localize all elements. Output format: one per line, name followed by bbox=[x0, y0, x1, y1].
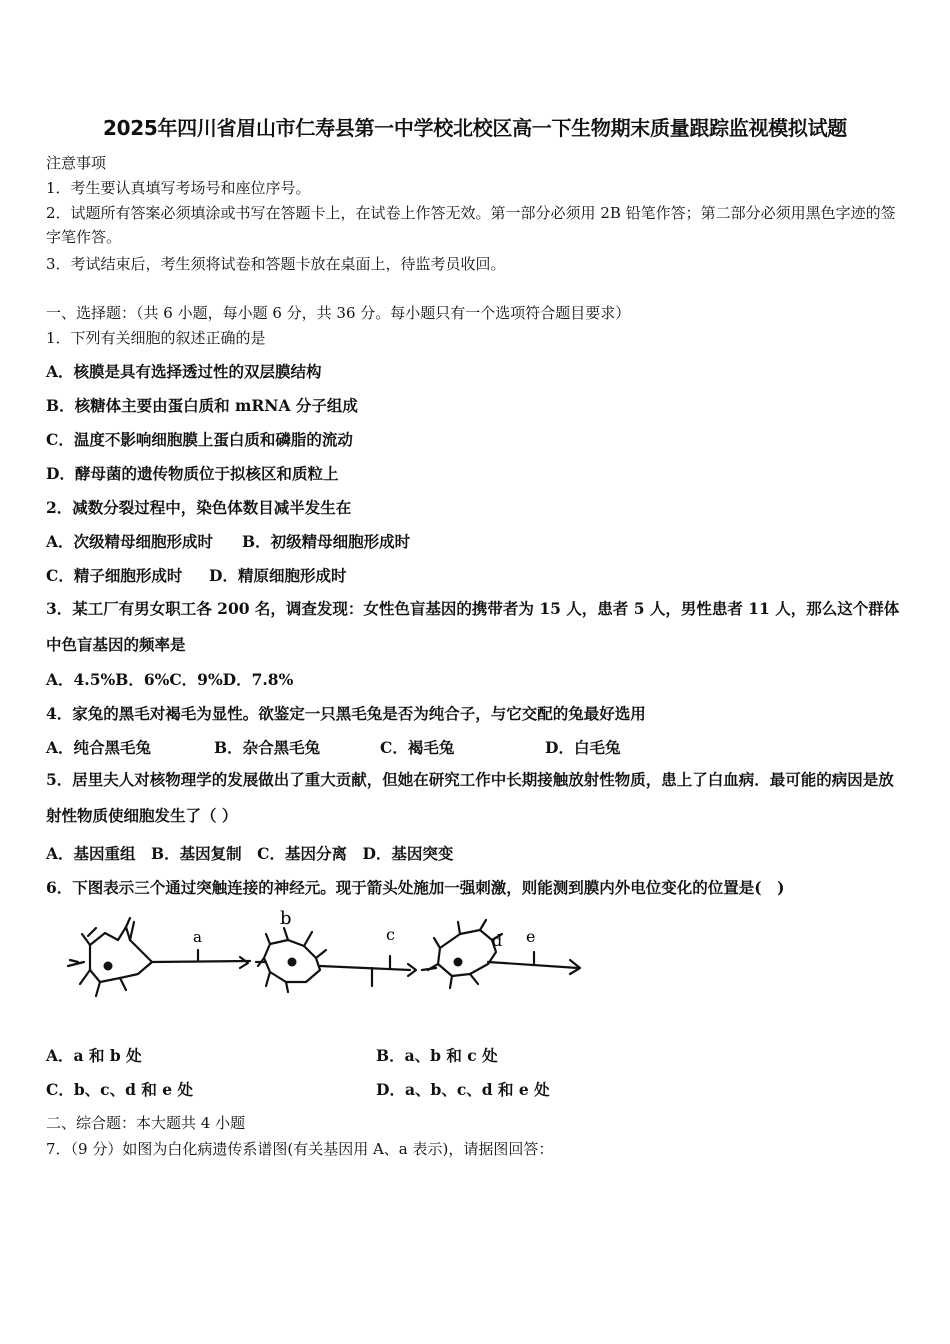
neuron-1-body bbox=[90, 927, 152, 982]
options-row bbox=[46, 564, 346, 586]
question-stem: 2．减数分裂过程中，染色体数目减半发生在 bbox=[46, 498, 352, 517]
notice-item: 1．考生要认真填写考场号和座位序号。 bbox=[46, 179, 311, 197]
axon-2 bbox=[320, 966, 410, 970]
question-stem: 4．家兔的黑毛对褐毛为显性。欲鉴定一只黑毛兔是否为纯合子，与它交配的兔最好选用 bbox=[46, 704, 646, 723]
notice-item: 2．试题所有答案必须填涂或书写在答题卡上，在试卷上作答无效。第一部分必须用 2B 铅笔作答；第二部分必须用黑色字迹的签字笔作答。 bbox=[46, 204, 896, 246]
figure-label-c: c bbox=[386, 925, 395, 944]
neuron-3-body bbox=[438, 930, 496, 976]
options-line: A．4.5%B．6%C．9%D．7.8% bbox=[46, 670, 294, 689]
question-stem: 7．（9 分）如图为白化病遗传系谱图(有关基因用 A、a 表示)，请据图回答： bbox=[46, 1140, 554, 1158]
option: A．次级精母细胞形成时 bbox=[46, 532, 214, 551]
options-row bbox=[46, 1078, 550, 1100]
option: D．精原细胞形成时 bbox=[209, 566, 347, 585]
option: B．初级精母细胞形成时 bbox=[242, 532, 411, 551]
question-stem: 6．下图表示三个通过突触连接的神经元。现于箭头处施加一强刺激，则能测到膜内外电位变化的位置是( ) bbox=[46, 878, 785, 897]
question-stem: 5．居里夫人对核物理学的发展做出了重大贡献，但她在研究工作中长期接触放射性物质，患上了白血病．最可能的病因是放射性物质使细胞发生了（ ） bbox=[46, 770, 894, 825]
section-heading: 二、综合题：本大题共 4 小题 bbox=[46, 1114, 246, 1132]
figure-label-e: e bbox=[526, 927, 536, 946]
option: C．褐毛兔 bbox=[380, 738, 455, 757]
options-row bbox=[46, 1044, 498, 1066]
option: B．核糖体主要由蛋白质和 mRNA 分子组成 bbox=[46, 396, 358, 415]
option: D．a、b、c、d 和 e 处 bbox=[376, 1080, 550, 1099]
option: A．核膜是具有选择透过性的双层膜结构 bbox=[46, 362, 322, 381]
page-title: 2025年四川省眉山市仁寿县第一中学校北校区高一下生物期末质量跟踪监视模拟试题 bbox=[103, 116, 847, 140]
nucleus-2 bbox=[288, 958, 297, 967]
option: B．a、b 和 c 处 bbox=[376, 1046, 498, 1065]
options-line: A．基因重组 B．基因复制 C．基因分离 D．基因突变 bbox=[46, 844, 454, 863]
options-row bbox=[46, 530, 410, 552]
notice-item: 3．考试结束后，考生须将试卷和答题卡放在桌面上，待监考员收回。 bbox=[46, 255, 506, 273]
options-row bbox=[46, 736, 620, 758]
section-heading: 一、选择题：（共 6 小题，每小题 6 分，共 36 分。每小题只有一个选项符合题目要求） bbox=[46, 304, 631, 322]
option: C．温度不影响细胞膜上蛋白质和磷脂的流动 bbox=[46, 430, 353, 449]
figure-label-b: b bbox=[280, 908, 292, 929]
option: C．b、c、d 和 e 处 bbox=[46, 1080, 194, 1099]
question-stem: 3．某工厂有男女职工各 200 名，调查发现：女性色盲基因的携带者为 15 人，患者 5 人，男性患者 11 人，那么这个群体中色盲基因的频率是 bbox=[46, 599, 900, 654]
option: A．纯合黑毛兔 bbox=[46, 738, 152, 757]
option: D．白毛兔 bbox=[545, 738, 621, 757]
notice-heading: 注意事项 bbox=[46, 154, 107, 172]
nucleus-1 bbox=[104, 962, 113, 971]
figure-label-d: d bbox=[492, 931, 503, 950]
axon-1 bbox=[152, 961, 250, 962]
nucleus-3 bbox=[454, 958, 463, 967]
option: D．酵母菌的遗传物质位于拟核区和质粒上 bbox=[46, 464, 339, 483]
option: C．精子细胞形成时 bbox=[46, 566, 183, 585]
figure-label-a: a bbox=[193, 928, 202, 946]
neuron-diagram bbox=[60, 900, 590, 1010]
question-stem: 1．下列有关细胞的叙述正确的是 bbox=[46, 329, 266, 347]
option: B．杂合黑毛兔 bbox=[214, 738, 321, 757]
option: A．a 和 b 处 bbox=[46, 1046, 142, 1065]
